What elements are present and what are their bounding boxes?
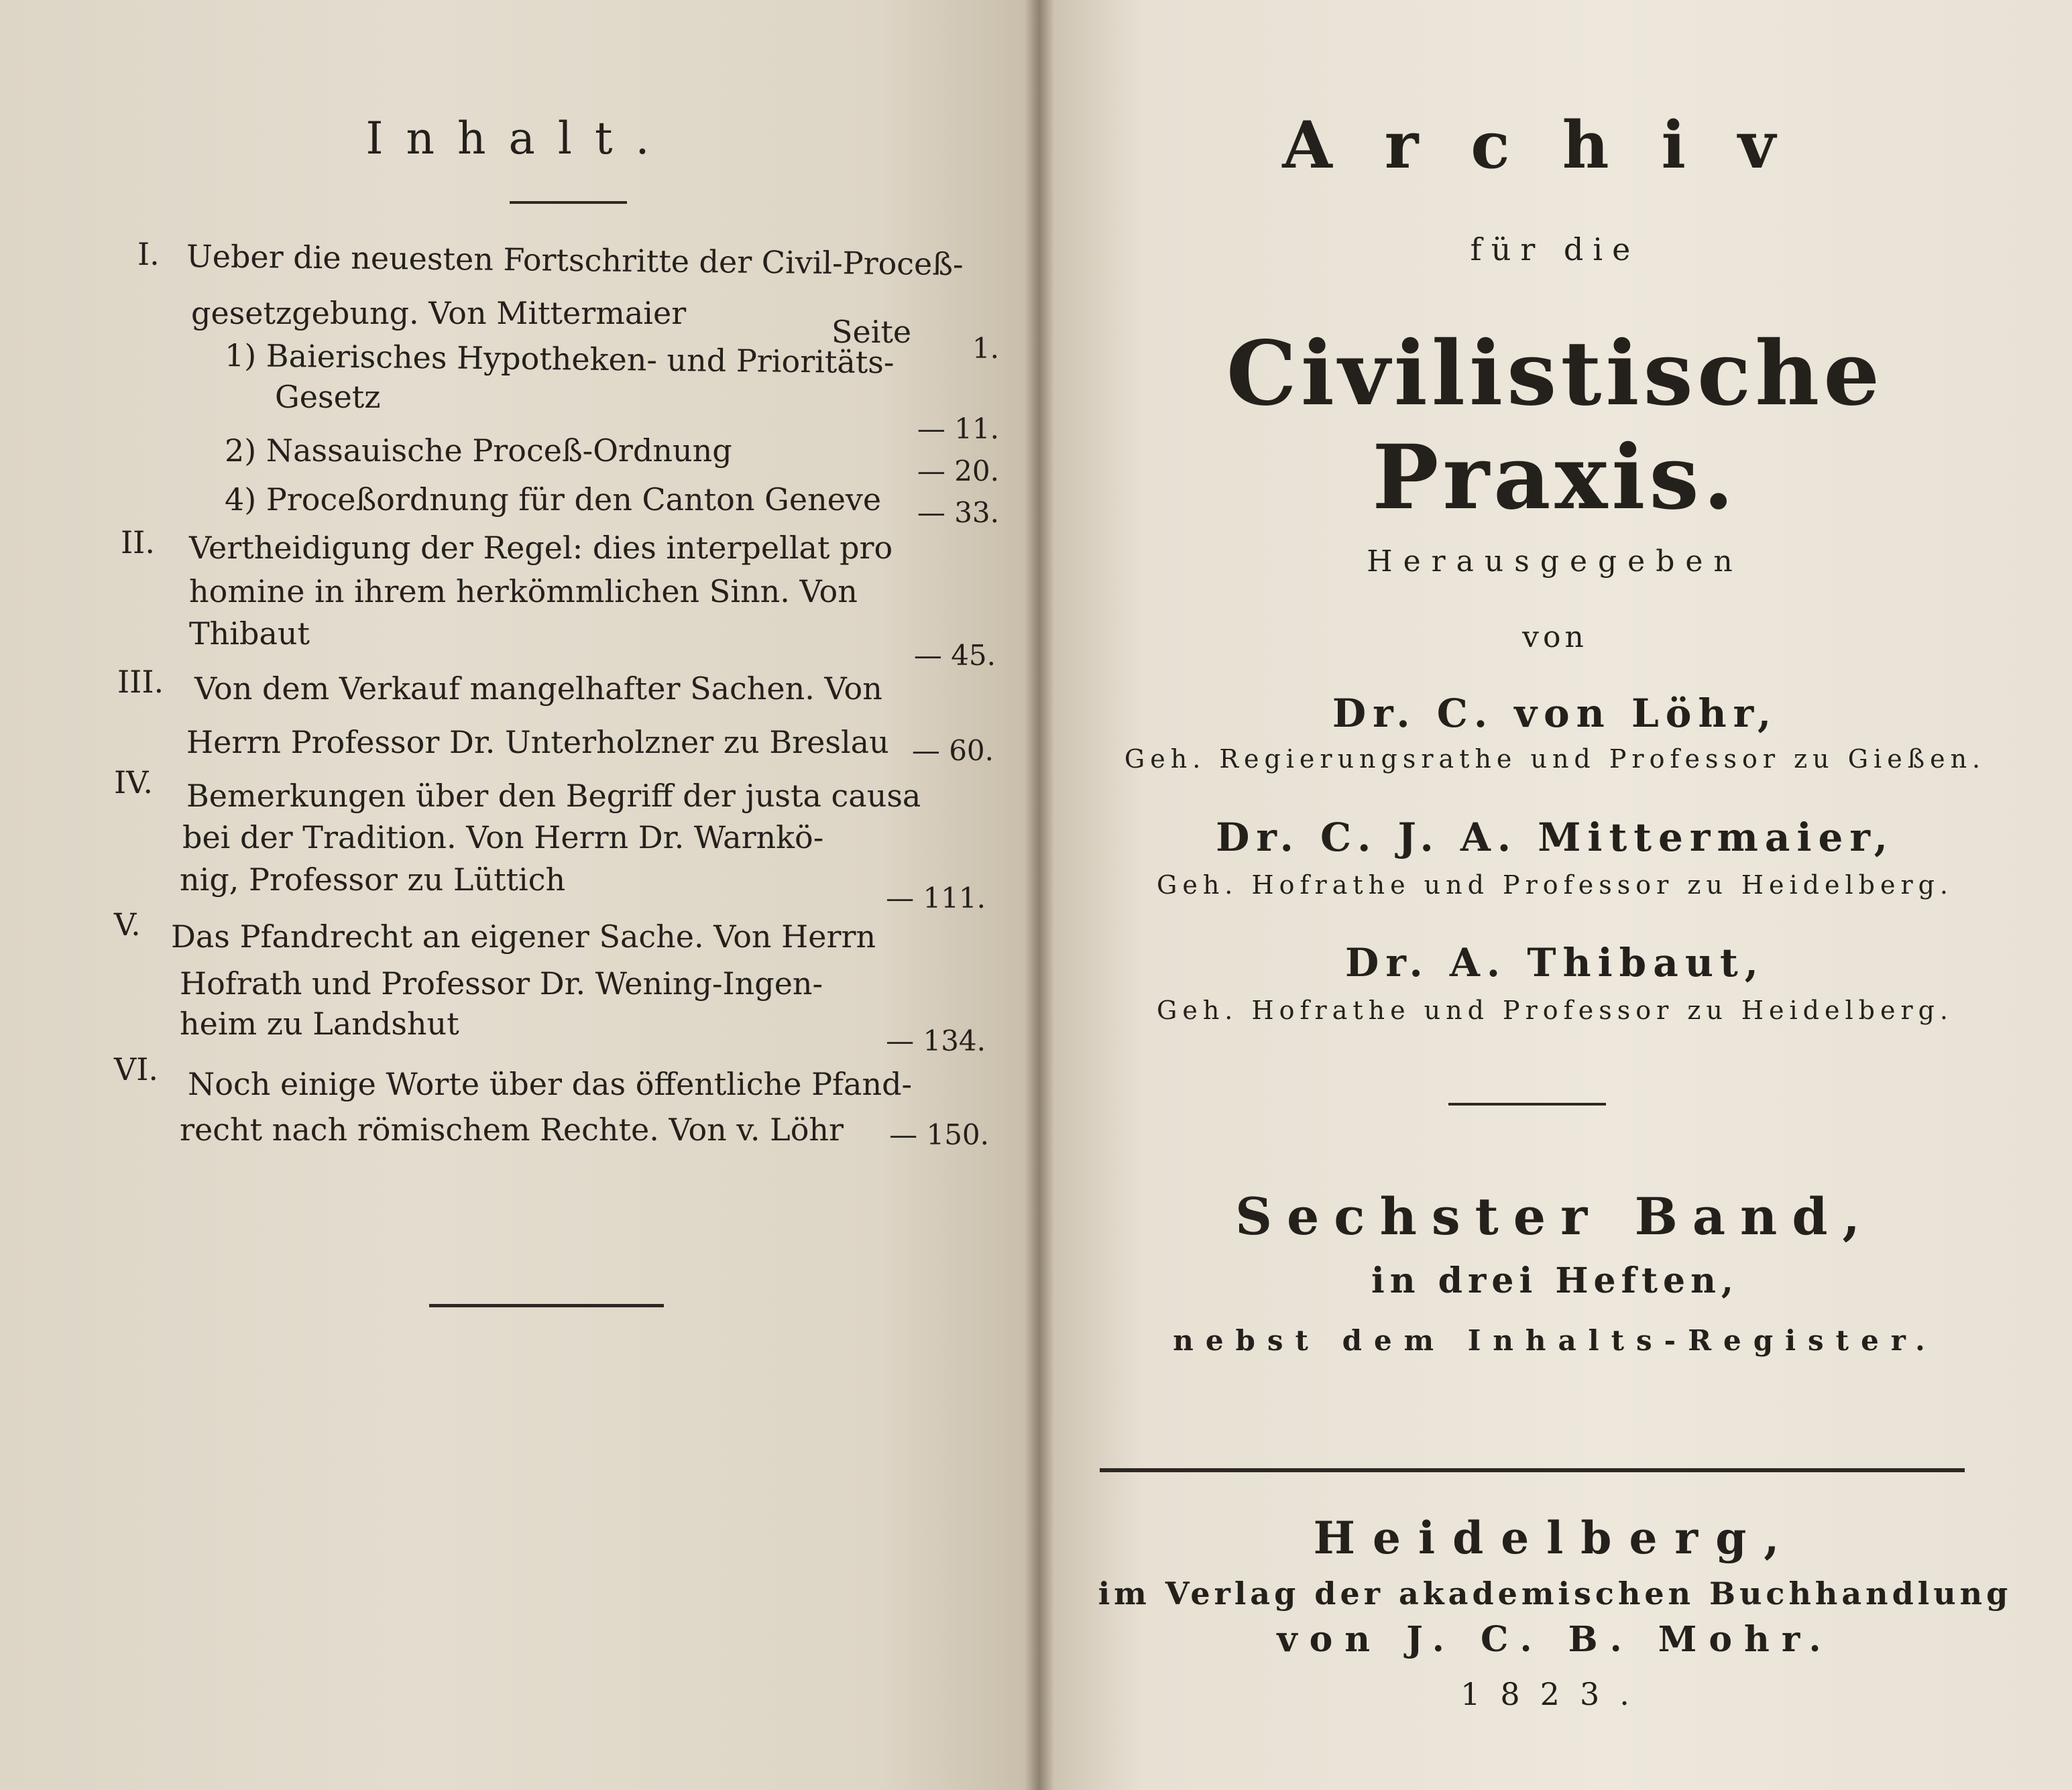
publisher-name: von J. C. B. Mohr. [1277,1619,1833,1660]
toc-entry-roman: III. [117,664,164,700]
right-page [1038,0,2072,1790]
toc-page-number: — 134. [886,1024,986,1057]
toc-entry-line: Vertheidigung der Regel: dies interpellat pro [189,530,893,566]
toc-page-number: — 60. [911,734,994,767]
toc-end-rule [429,1304,664,1307]
toc-entry-line: 4) Proceßordnung für den Canton Geneve [225,481,882,518]
herausgegeben-label: Herausgegeben [1367,544,1743,579]
toc-page-number: — 150. [889,1118,989,1151]
title-fuer-die: für die [1470,231,1640,267]
toc-entry-line: Herrn Professor Dr. Unterholzner zu Breslau [186,724,889,760]
toc-page-number: — 33. [917,496,999,529]
publisher-city: Heidelberg, [1313,1512,1797,1564]
toc-entry-line: bei der Tradition. Von Herrn Dr. Warnkö- [182,819,824,855]
toc-entry-line: Thibaut [189,615,310,652]
toc-entry-line: 1) Baierisches Hypotheken- und Prioritäts- [224,337,895,381]
volume-register: nebst dem Inhalts-Register. [1173,1324,1937,1357]
toc-page-number: — 11. [917,412,999,445]
title-archiv: Archiv [1282,107,1828,183]
toc-entry-roman: V. [114,906,141,943]
toc-entry-line: 2) Nassauische Proceß-Ordnung [225,432,732,469]
publisher-line: im Verlag der akademischen Buchhandlung [1098,1575,2012,1612]
toc-entry-roman: IV. [114,764,153,800]
toc-page-number: — 111. [886,882,986,914]
toc-entry-line: Gesetz [275,379,381,415]
editor-affiliation: Geh. Hofrathe und Professor zu Heidelberg. [1156,996,1954,1025]
toc-heading: Inhalt. [365,113,673,164]
toc-page-number: — 20. [917,455,999,487]
publication-year: 1823. [1460,1676,1650,1712]
toc-entry-line: Ueber die neuesten Fortschritte der Civil-Proceß- [186,238,964,283]
von-label: von [1522,620,1588,654]
toc-entry-line: homine in ihrem herkömmlichen Sinn. Von [189,573,858,609]
editor-name: Dr. C. von Löhr, [1332,691,1778,736]
toc-entry-line: gesetzgebung. Von Mittermaier [191,295,687,331]
volume-title: Sechster Band, [1235,1187,1875,1246]
toc-entry-roman: II. [121,524,155,560]
title-divider-long [1100,1468,1965,1472]
editor-affiliation: Geh. Regierungsrathe und Professor zu Gießen. [1124,744,1986,774]
toc-entry-line: heim zu Landshut [180,1006,459,1042]
editor-affiliation: Geh. Hofrathe und Professor zu Heidelberg. [1156,870,1954,900]
toc-entry-line: Hofrath und Professor Dr. Wening-Ingen- [180,965,823,1002]
toc-entry-line: nig, Professor zu Lüttich [180,861,566,898]
toc-entry-line: Bemerkungen über den Begriff der justa causa [186,778,921,814]
main-title: Civilistische Praxis. [1226,322,1884,530]
toc-seite-label: Seite [831,314,912,350]
editor-name: Dr. C. J. A. Mittermaier, [1216,815,1894,860]
toc-page-number: 1. [972,332,999,365]
toc-entry-line: Das Pfandrecht an eigener Sache. Von Herrn [171,918,876,955]
toc-entry-roman: I. [137,236,160,272]
book-gutter [1025,0,1054,1790]
toc-heading-rule [510,201,627,204]
toc-entry-line: Noch einige Worte über das öffentliche Pfand- [188,1066,913,1102]
volume-parts: in drei Heften, [1371,1260,1739,1301]
title-divider-short [1448,1103,1606,1106]
toc-entry-line: Von dem Verkauf mangelhafter Sachen. Von [194,670,882,707]
editor-name: Dr. A. Thibaut, [1345,940,1765,986]
toc-entry-roman: VI. [114,1051,159,1087]
toc-entry-line: recht nach römischem Rechte. Von v. Löhr [180,1112,844,1148]
toc-page-number: — 45. [913,639,996,672]
